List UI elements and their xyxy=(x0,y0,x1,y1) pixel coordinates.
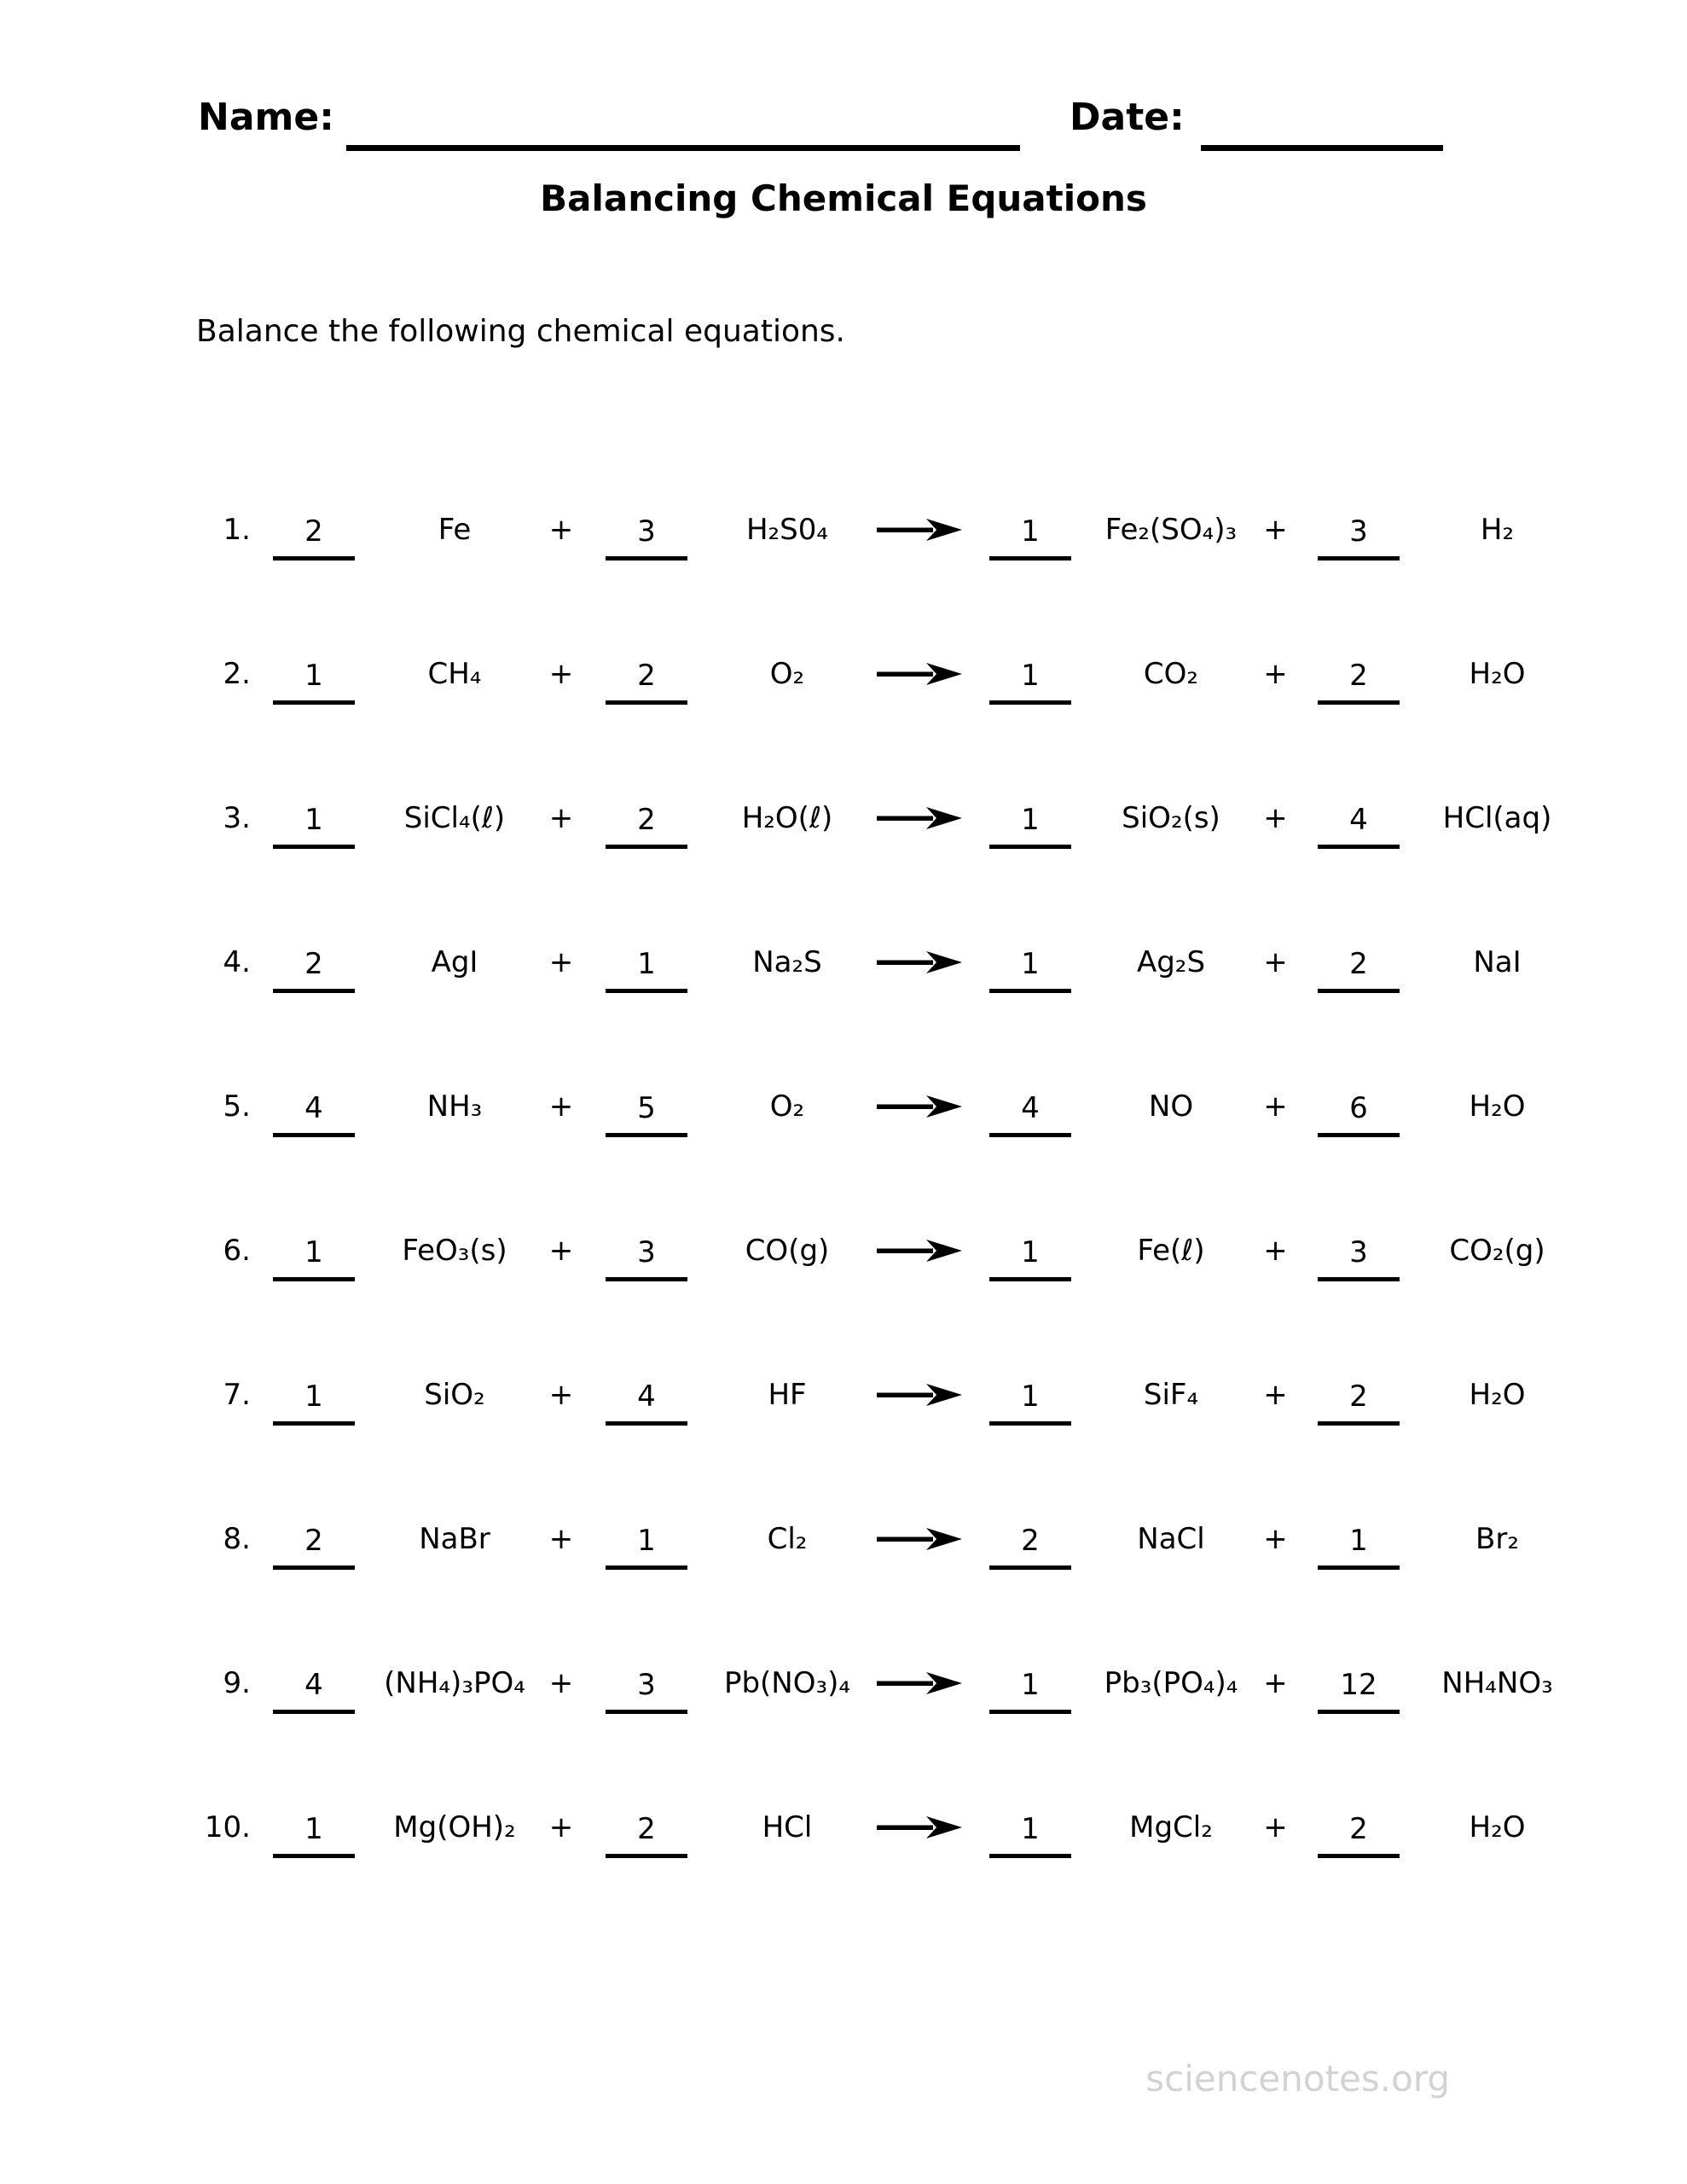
plus-sign: + xyxy=(1263,944,1288,979)
reactant-formula: H₂O(ℓ) xyxy=(741,800,833,835)
product-formula: Fe₂(SO₄)₃ xyxy=(1104,512,1238,547)
equation-row xyxy=(203,601,1585,746)
yields-arrow-icon xyxy=(868,519,971,541)
coefficient-blank xyxy=(1299,651,1418,697)
coefficient-value: 1 xyxy=(273,1380,355,1426)
equation-number: 2. xyxy=(223,656,251,691)
plus-sign: + xyxy=(1263,1809,1288,1844)
coefficient-value: 2 xyxy=(606,1812,687,1858)
coefficient-blank xyxy=(587,1228,706,1274)
plus-sign: + xyxy=(1263,1089,1288,1124)
coefficient-blank xyxy=(254,1804,374,1850)
product-formula: CO₂ xyxy=(1143,656,1199,691)
equation-row xyxy=(203,1178,1585,1322)
equation-number: 1. xyxy=(223,512,251,547)
plus-sign: + xyxy=(1263,1377,1288,1412)
coefficient-value: 1 xyxy=(989,659,1071,705)
coefficient-blank xyxy=(254,1660,374,1706)
yields-arrow-icon xyxy=(868,1384,971,1406)
name-label: Name: xyxy=(198,96,334,139)
coefficient-value: 2 xyxy=(273,947,355,993)
plus-sign: + xyxy=(548,1665,574,1700)
equation-row xyxy=(203,890,1585,1034)
yields-arrow-icon xyxy=(868,1816,971,1838)
equations-list xyxy=(203,457,1585,1899)
coefficient-value: 4 xyxy=(1318,803,1400,849)
coefficient-value: 3 xyxy=(1318,1235,1400,1281)
coefficient-blank xyxy=(254,651,374,697)
coefficient-value: 2 xyxy=(1318,947,1400,993)
footer-site-credit: sciencenotes.org xyxy=(1145,2058,1450,2100)
plus-sign: + xyxy=(1263,1521,1288,1556)
reactant-formula: Pb(NO₃)₄ xyxy=(723,1665,851,1700)
coefficient-value: 1 xyxy=(273,1235,355,1281)
page-title: Balancing Chemical Equations xyxy=(540,177,1147,219)
coefficient-blank xyxy=(971,1228,1090,1274)
coefficient-blank xyxy=(971,1372,1090,1418)
product-formula: NO xyxy=(1148,1089,1194,1124)
equation-row xyxy=(203,1611,1585,1755)
plus-sign: + xyxy=(1263,800,1288,835)
coefficient-blank xyxy=(587,507,706,553)
coefficient-value: 6 xyxy=(1318,1091,1400,1137)
coefficient-blank xyxy=(971,507,1090,553)
coefficient-value: 1 xyxy=(989,1235,1071,1281)
coefficient-value: 2 xyxy=(989,1524,1071,1570)
coefficient-blank xyxy=(587,1516,706,1562)
coefficient-value: 1 xyxy=(273,1812,355,1858)
reactant-formula: (NH₄)₃PO₄ xyxy=(384,1665,525,1700)
product-formula: SiF₄ xyxy=(1143,1377,1199,1412)
name-blank-line xyxy=(346,145,1020,151)
date-blank-line xyxy=(1201,145,1443,151)
equation-number: 10. xyxy=(204,1809,251,1844)
reactant-formula: SiCl₄(ℓ) xyxy=(403,800,506,835)
reactant-formula: O₂ xyxy=(769,1089,805,1124)
product-formula: Fe(ℓ) xyxy=(1137,1233,1205,1268)
reactant-formula: Na₂S xyxy=(752,944,822,979)
coefficient-value: 1 xyxy=(1318,1524,1400,1570)
coefficient-value: 2 xyxy=(1318,1812,1400,1858)
yields-arrow-icon xyxy=(868,1095,971,1118)
product-formula: HCl(aq) xyxy=(1442,800,1552,835)
coefficient-blank xyxy=(971,939,1090,985)
instruction-text: Balance the following chemical equations. xyxy=(196,314,845,349)
coefficient-value: 2 xyxy=(606,659,687,705)
coefficient-value: 12 xyxy=(1318,1668,1400,1714)
plus-sign: + xyxy=(548,800,574,835)
coefficient-blank xyxy=(254,795,374,841)
plus-sign: + xyxy=(1263,656,1288,691)
coefficient-blank xyxy=(254,1228,374,1274)
coefficient-blank xyxy=(587,651,706,697)
plus-sign: + xyxy=(548,1377,574,1412)
equation-row xyxy=(203,1467,1585,1611)
coefficient-blank xyxy=(1299,795,1418,841)
coefficient-blank xyxy=(971,795,1090,841)
coefficient-blank xyxy=(587,1804,706,1850)
coefficient-blank xyxy=(254,1516,374,1562)
plus-sign: + xyxy=(548,656,574,691)
equation-number: 8. xyxy=(223,1521,251,1556)
coefficient-blank xyxy=(1299,1804,1418,1850)
plus-sign: + xyxy=(548,1089,574,1124)
product-formula: MgCl₂ xyxy=(1129,1809,1213,1844)
product-formula: Pb₃(PO₄)₄ xyxy=(1104,1665,1238,1700)
coefficient-blank xyxy=(1299,1228,1418,1274)
coefficient-value: 1 xyxy=(989,803,1071,849)
equation-number: 5. xyxy=(223,1089,251,1124)
plus-sign: + xyxy=(548,1521,574,1556)
equation-number: 6. xyxy=(223,1233,251,1268)
coefficient-blank xyxy=(1299,1660,1418,1706)
coefficient-blank xyxy=(1299,1372,1418,1418)
equation-number: 3. xyxy=(223,800,251,835)
coefficient-blank xyxy=(587,1083,706,1130)
reactant-formula: Mg(OH)₂ xyxy=(393,1809,516,1844)
equation-row xyxy=(203,457,1585,601)
coefficient-value: 2 xyxy=(1318,1380,1400,1426)
plus-sign: + xyxy=(548,944,574,979)
coefficient-value: 1 xyxy=(273,803,355,849)
yields-arrow-icon xyxy=(868,951,971,973)
reactant-formula: Cl₂ xyxy=(767,1521,808,1556)
reactant-formula: FeO₃(s) xyxy=(402,1233,507,1268)
equation-row xyxy=(203,1034,1585,1178)
product-formula: Ag₂S xyxy=(1136,944,1206,979)
coefficient-value: 1 xyxy=(989,1668,1071,1714)
plus-sign: + xyxy=(1263,1233,1288,1268)
coefficient-blank xyxy=(254,1372,374,1418)
coefficient-value: 3 xyxy=(606,1668,687,1714)
coefficient-value: 4 xyxy=(606,1380,687,1426)
product-formula: CO₂(g) xyxy=(1449,1233,1545,1268)
coefficient-blank xyxy=(1299,507,1418,553)
equation-row xyxy=(203,746,1585,890)
coefficient-value: 2 xyxy=(273,1524,355,1570)
coefficient-blank xyxy=(1299,939,1418,985)
coefficient-value: 1 xyxy=(989,1812,1071,1858)
product-formula: NH₄NO₃ xyxy=(1441,1665,1553,1700)
product-formula: H₂O xyxy=(1469,1809,1526,1844)
coefficient-value: 4 xyxy=(273,1668,355,1714)
product-formula: Br₂ xyxy=(1475,1521,1519,1556)
plus-sign: + xyxy=(1263,512,1288,547)
coefficient-value: 2 xyxy=(1318,659,1400,705)
coefficient-blank xyxy=(587,939,706,985)
reactant-formula: NH₃ xyxy=(426,1089,483,1124)
coefficient-blank xyxy=(971,1516,1090,1562)
coefficient-value: 3 xyxy=(606,1235,687,1281)
reactant-formula: AgI xyxy=(431,944,478,979)
coefficient-value: 2 xyxy=(273,514,355,561)
product-formula: NaI xyxy=(1473,944,1522,979)
reactant-formula: NaBr xyxy=(419,1521,490,1556)
coefficient-value: 1 xyxy=(989,947,1071,993)
yields-arrow-icon xyxy=(868,1672,971,1694)
plus-sign: + xyxy=(548,1233,574,1268)
coefficient-value: 5 xyxy=(606,1091,687,1137)
coefficient-value: 1 xyxy=(606,947,687,993)
coefficient-blank xyxy=(971,1660,1090,1706)
yields-arrow-icon xyxy=(868,807,971,829)
coefficient-blank xyxy=(587,1372,706,1418)
equation-number: 9. xyxy=(223,1665,251,1700)
product-formula: H₂O xyxy=(1469,1377,1526,1412)
plus-sign: + xyxy=(1263,1665,1288,1700)
equation-number: 7. xyxy=(223,1377,251,1412)
equation-number: 4. xyxy=(223,944,251,979)
yields-arrow-icon xyxy=(868,1240,971,1262)
product-formula: NaCl xyxy=(1137,1521,1205,1556)
reactant-formula: HF xyxy=(768,1377,807,1412)
coefficient-value: 2 xyxy=(606,803,687,849)
coefficient-value: 4 xyxy=(989,1091,1071,1137)
equation-row xyxy=(203,1755,1585,1899)
coefficient-value: 1 xyxy=(606,1524,687,1570)
coefficient-blank xyxy=(587,1660,706,1706)
coefficient-blank xyxy=(254,1083,374,1130)
equation-row xyxy=(203,1322,1585,1467)
coefficient-blank xyxy=(1299,1516,1418,1562)
reactant-formula: CO(g) xyxy=(745,1233,830,1268)
plus-sign: + xyxy=(548,1809,574,1844)
coefficient-value: 3 xyxy=(1318,514,1400,561)
product-formula: H₂O xyxy=(1469,656,1526,691)
product-formula: H₂ xyxy=(1480,512,1515,547)
coefficient-value: 4 xyxy=(273,1091,355,1137)
reactant-formula: Fe xyxy=(438,512,472,547)
reactant-formula: O₂ xyxy=(769,656,805,691)
coefficient-blank xyxy=(971,1804,1090,1850)
coefficient-value: 1 xyxy=(273,659,355,705)
reactant-formula: HCl xyxy=(762,1809,813,1844)
coefficient-value: 1 xyxy=(989,1380,1071,1426)
coefficient-value: 1 xyxy=(989,514,1071,561)
date-label: Date: xyxy=(1070,96,1185,139)
product-formula: SiO₂(s) xyxy=(1122,800,1220,835)
coefficient-blank xyxy=(971,651,1090,697)
product-formula: H₂O xyxy=(1469,1089,1526,1124)
yields-arrow-icon xyxy=(868,1528,971,1550)
coefficient-value: 3 xyxy=(606,514,687,561)
coefficient-blank xyxy=(254,507,374,553)
coefficient-blank xyxy=(1299,1083,1418,1130)
coefficient-blank xyxy=(971,1083,1090,1130)
coefficient-blank xyxy=(254,939,374,985)
coefficient-blank xyxy=(587,795,706,841)
reactant-formula: SiO₂ xyxy=(424,1377,485,1412)
reactant-formula: CH₄ xyxy=(427,656,482,691)
yields-arrow-icon xyxy=(868,663,971,685)
reactant-formula: H₂S0₄ xyxy=(745,512,829,547)
plus-sign: + xyxy=(548,512,574,547)
